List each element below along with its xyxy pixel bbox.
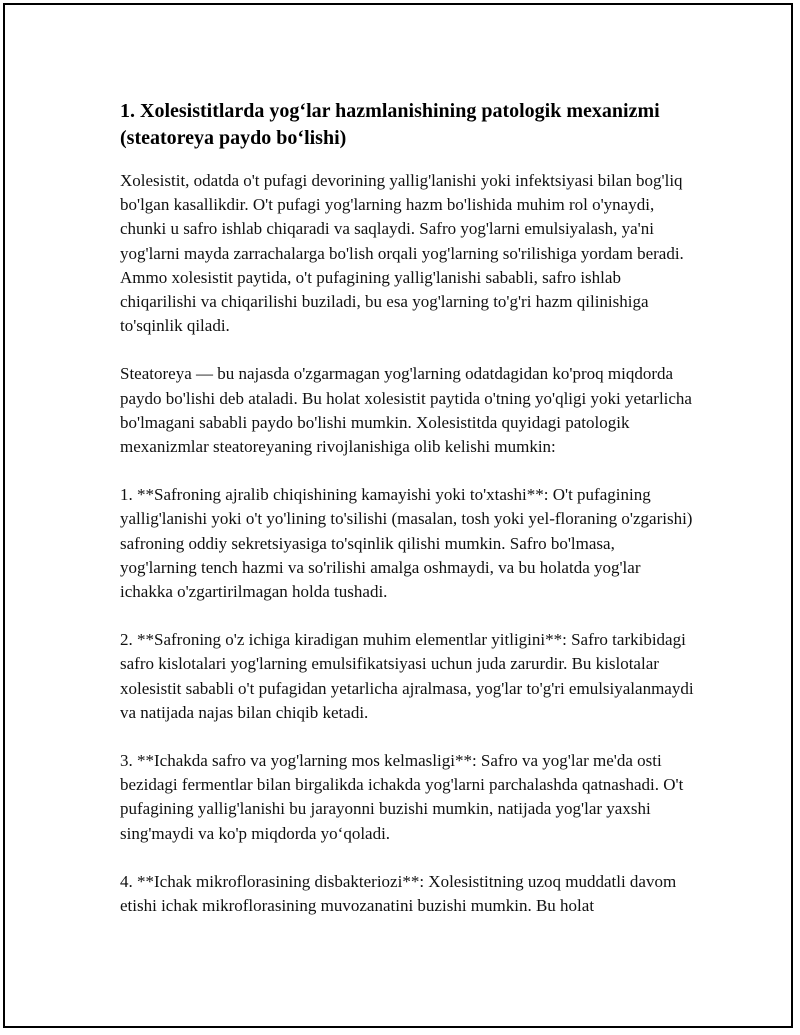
paragraph-mechanism-1: 1. **Safroning ajralib chiqishining kamayishi yoki to'xtashi**: O't pufagining yallig'lanishi yoki o't yo'lining to'silishi (masalan, tosh yoki yel-floraning o'zgarishi) safroning oddiy sekretsiyasiga to'sqinlik qilishi mumkin. Safro bo'lmasa, yog'larning tench hazmi va so'rilishi amalga oshmaydi, va bu holatda yog'lar ichakka o'zgartirilmagan holda tushadi. [120,485,693,602]
paragraph-mechanism-3: 3. **Ichakda safro va yog'larning mos kelmasligi**: Safro va yog'lar me'da osti bezidagi fermentlar bilan birgalikda ichakda yog'larni parchalashda qatnashadi. O't pufagining yallig'lanishi bu jarayonni buzishi mumkin, natijada yog'lar yaxshi sing'maydi va ko'p miqdorda yo‘qoladi. [120,751,684,843]
paragraph-steatorrhea-definition: Steatoreya — bu najasda o'zgarmagan yog'larning odatdagidan ko'proq miqdorda paydo bo'lishi deb ataladi. Bu holat xolesistit paytida o'tning yo'qligi yoki yetarlicha bo'lmagani sababli paydo bo'lishi mumkin. Xolesistitda quyidagi patologik mexanizmlar steatoreyaning rivojlanishiga olib kelishi mumkin: [120,364,692,457]
page-frame [3,3,793,1028]
paragraph-mechanism-2: 2. **Safroning o'z ichiga kiradigan muhim elementlar yitligini**: Safro tarkibidagi safro kislotalari yog'larning emulsifikatsiyasi uchun juda zarurdir. Bu kislotalar xolesistit sababli o't pufagidan yetarlicha ajralmasa, yog'lar to'g'ri emulsiyalanmaydi va natijada najas bilan chiqib ketadi. [120,630,694,722]
document-body [120,98,695,942]
paragraph-intro: Xolesistit, odatda o't pufagi devorining yallig'lanishi yoki infektsiyasi bilan bog'liq bo'lgan kasallikdir. O't pufagi yog'larning hazm bo'lishida muhim rol o'ynaydi, chunki u safro ishlab chiqaradi va saqlaydi. Safro yog'larni emulsiyalash, ya'ni yog'larni mayda zarrachalarga bo'lish orqali yog'larning so'rilishiga yordam beradi. Ammo xolesistit paytida, o't pufagining yallig'lanishi sababli, safro ishlab chiqarilishi va chiqarilishi buziladi, bu esa yog'larning to'g'ri hazm qilinishiga to'sqinlik qiladi. [120,171,684,336]
section-heading: 1. Xolesistitlarda yog‘lar hazmlanishining patologik mexanizmi (steatoreya paydo bo‘lishi) [120,100,660,149]
paragraph-mechanism-4: 4. **Ichak mikroflorasining disbakteriozi**: Xolesistitning uzoq muddatli davom etishi ichak mikroflorasining muvozanatini buzishi mumkin. Bu holat [120,871,677,916]
